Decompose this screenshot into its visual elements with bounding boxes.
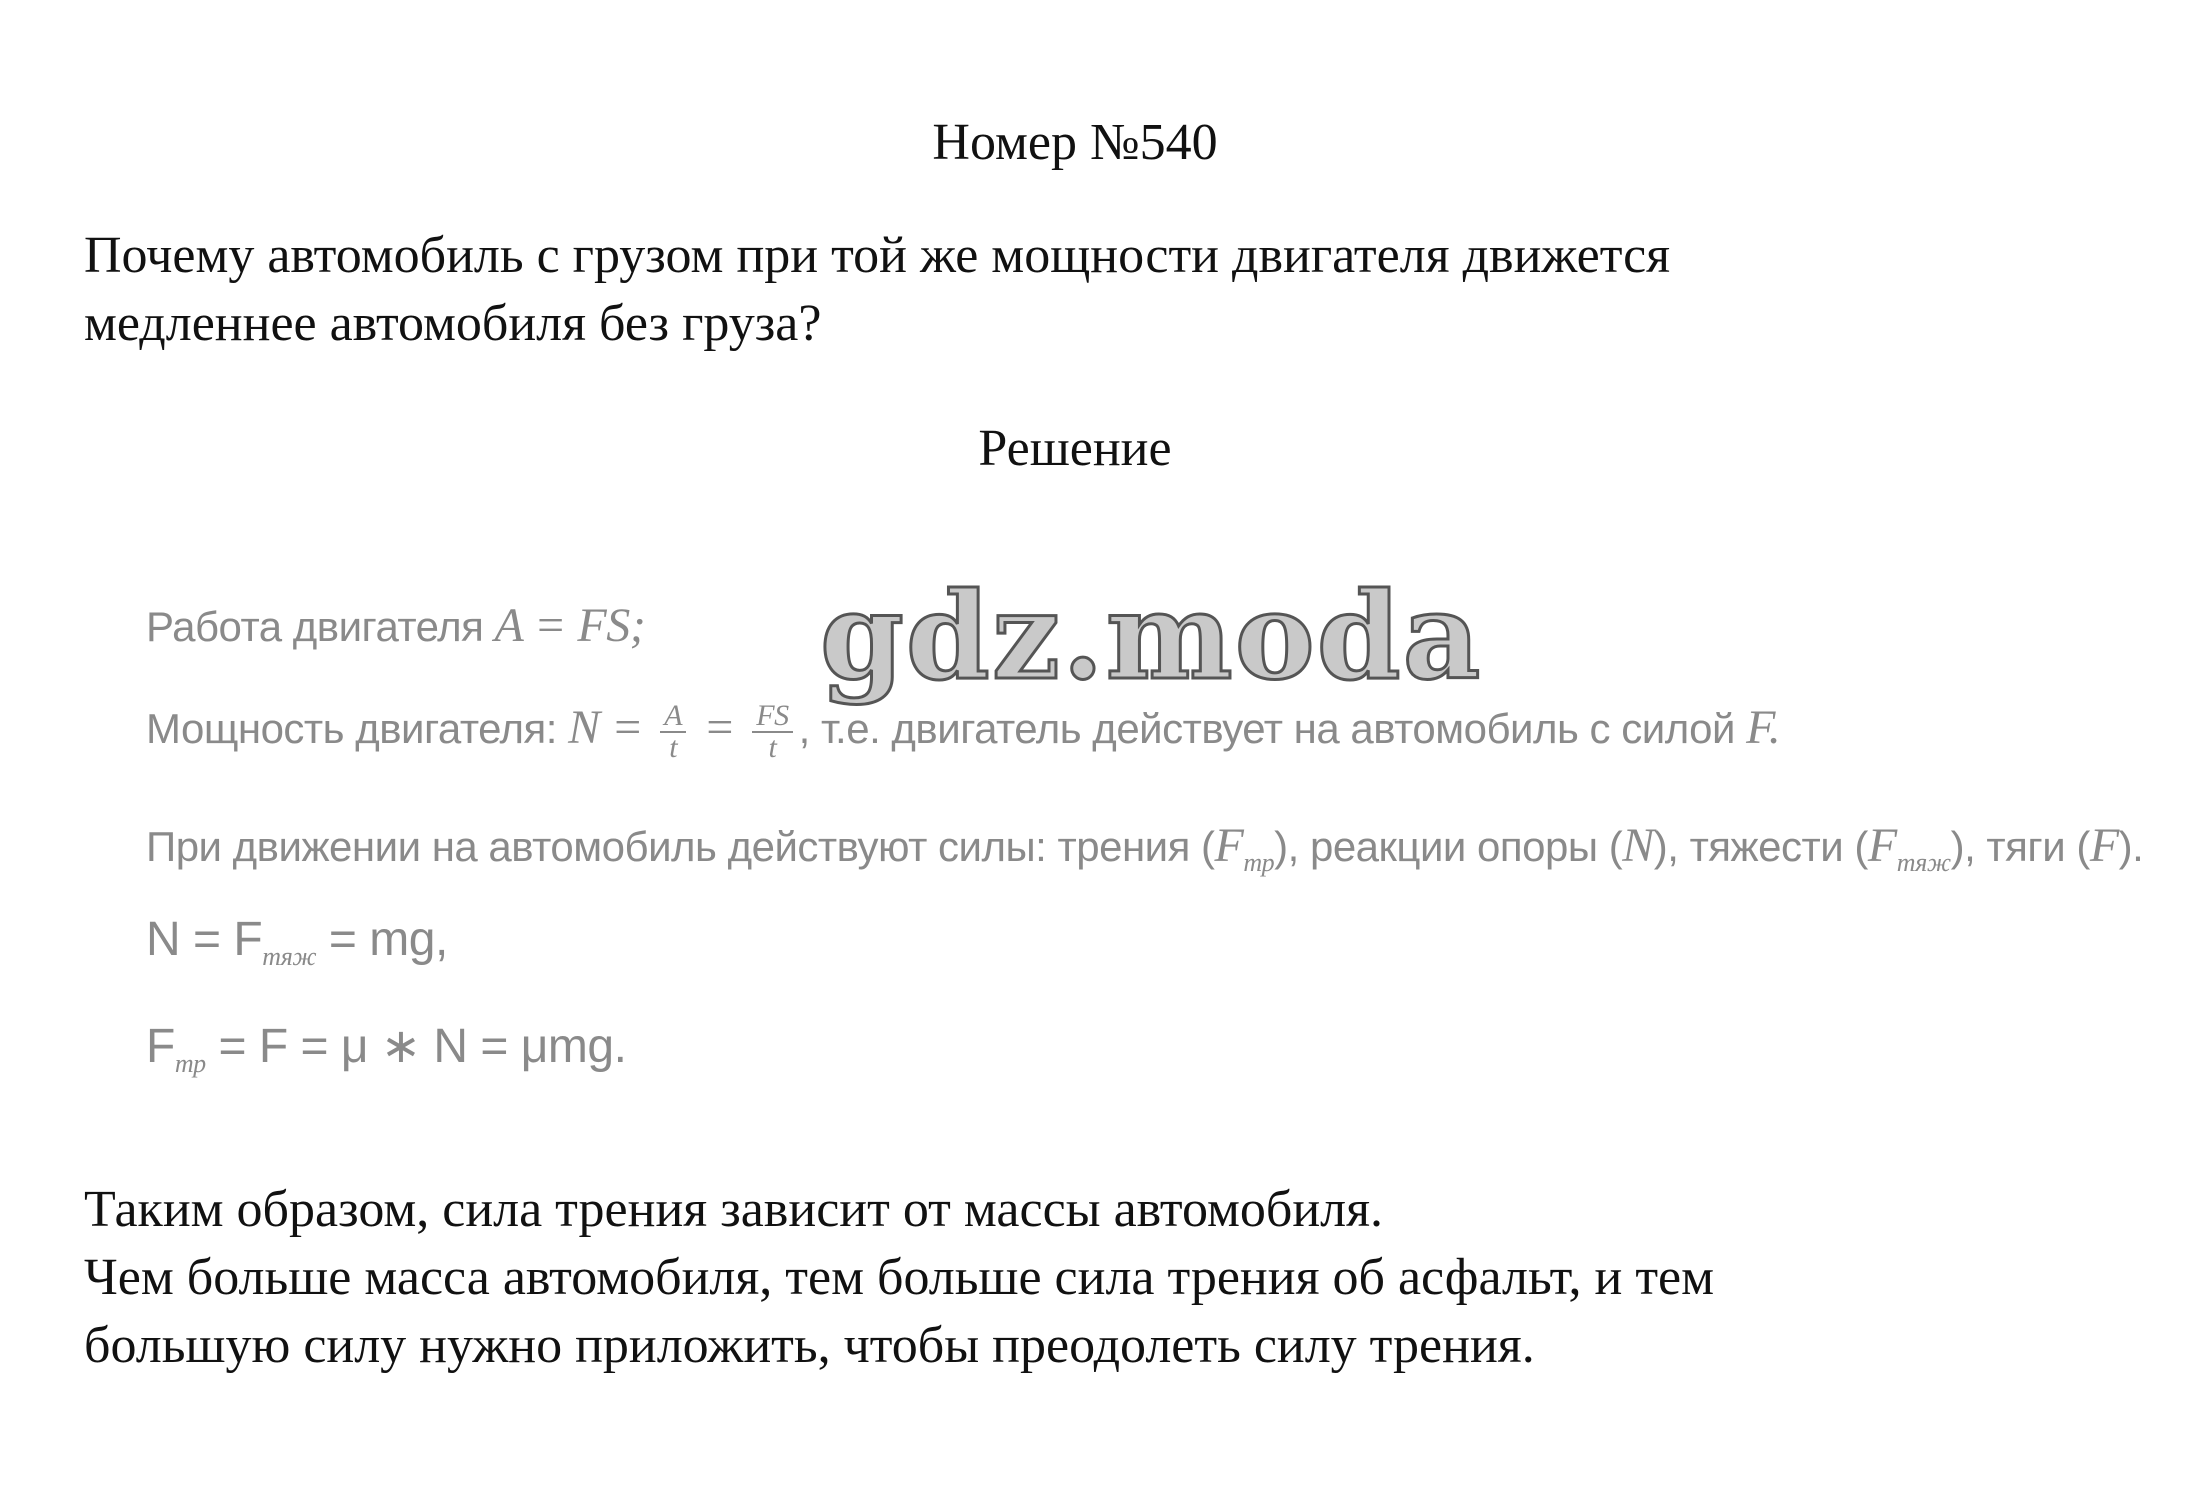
work-formula: A = FS; <box>494 599 646 652</box>
forces-text: ), тяги ( <box>1950 823 2090 870</box>
normal-force-symbol: N <box>1622 819 1654 872</box>
power-symbol: N = <box>568 701 644 754</box>
forces-text: При движении на автомобиль действуют силы: трения ( <box>146 823 1215 870</box>
forces-text: ). <box>2118 823 2144 870</box>
question-line-2: медленнее автомобиля без груза? <box>84 295 822 352</box>
solution-power-line <box>146 700 1780 763</box>
equation-friction-force <box>146 1018 626 1079</box>
equation-normal-force <box>146 912 448 972</box>
conclusion-line-2: Чем больше масса автомобиля, тем больше сила трения об асфальт, и тем <box>84 1249 1715 1306</box>
question-text <box>84 222 2084 358</box>
solution-forces-line <box>146 818 2143 878</box>
work-label: Работа двигателя <box>146 603 484 650</box>
fraction-numerator: A <box>660 701 686 733</box>
fraction-fs-over-t <box>752 698 792 764</box>
gravity-force-symbol: F <box>1867 819 1897 872</box>
forces-text: ), тяжести ( <box>1653 823 1868 870</box>
equation-part: = F = μ ∗ N = μmg. <box>205 1020 627 1073</box>
solution-work-line <box>146 598 645 653</box>
watermark: gdz.moda <box>820 566 1483 707</box>
fraction-denominator: t <box>768 730 777 764</box>
thrust-force-symbol: F <box>2089 819 2119 872</box>
problem-title: Номер №540 <box>932 114 1218 171</box>
conclusion-line-1: Таким образом, сила трения зависит от массы автомобиля. <box>84 1181 1384 1238</box>
fraction-a-over-t <box>660 698 686 764</box>
conclusion-text <box>84 1176 2134 1380</box>
fraction-numerator: FS <box>752 701 792 733</box>
gravity-subscript: тяж <box>1896 848 1951 877</box>
equation-part: = mg, <box>316 913 448 966</box>
fraction-denominator: t <box>669 730 678 764</box>
equation-part: F <box>146 1020 175 1073</box>
solution-heading: Решение <box>978 420 1172 477</box>
equals-sign: = <box>703 701 736 754</box>
force-symbol: F. <box>1746 701 1781 754</box>
power-explanation: , т.е. двигатель действует на автомобиль с силой <box>798 705 1735 752</box>
friction-subscript: тр <box>1243 848 1275 877</box>
equation-part: N = F <box>146 913 263 966</box>
conclusion-line-3: большую силу нужно приложить, чтобы преодолеть силу трения. <box>84 1317 1535 1374</box>
power-label: Мощность двигателя: <box>146 705 557 752</box>
forces-text: ), реакции опоры ( <box>1274 823 1623 870</box>
question-line-1: Почему автомобиль с грузом при той же мощности двигателя движется <box>84 227 1671 284</box>
equation-subscript: тяж <box>262 942 317 971</box>
friction-force-symbol: F <box>1214 819 1244 872</box>
equation-subscript: тр <box>174 1049 206 1078</box>
